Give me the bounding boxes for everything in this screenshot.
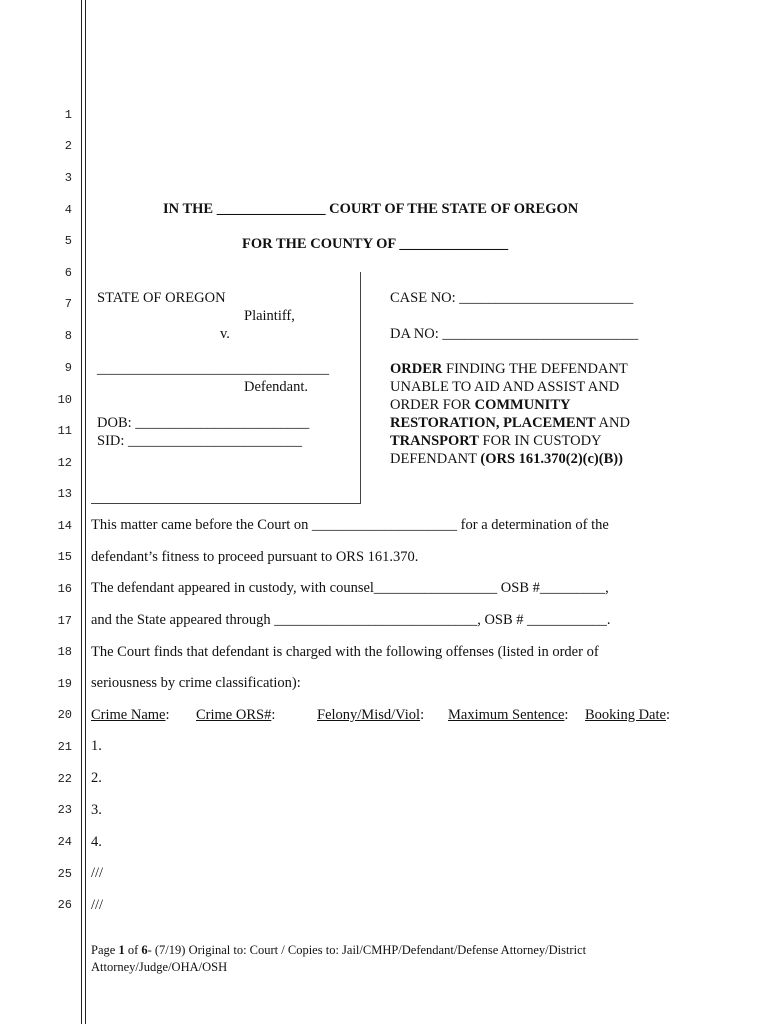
- offense-row: 1.: [91, 738, 102, 754]
- body-line-19: seriousness by crime classification):: [91, 675, 301, 691]
- footer-page-number: 1: [118, 943, 125, 957]
- order-title-keyword: TRANSPORT: [390, 433, 479, 449]
- body-line-18: The Court finds that defendant is charged with the following offenses (listed in order of: [91, 644, 599, 660]
- order-title-text: AND: [595, 415, 630, 431]
- footer-page-of: of: [124, 943, 142, 957]
- line-number: 21: [57, 740, 72, 754]
- sid-field: SID: ________________________: [97, 433, 303, 449]
- plaintiff-label: Plaintiff,: [244, 308, 295, 324]
- line-number: 14: [57, 519, 72, 533]
- line-number: 6: [64, 266, 72, 280]
- order-title-text: FOR IN CUSTODY: [478, 433, 602, 449]
- continuation-mark: ///: [91, 865, 104, 881]
- line-number: 5: [64, 234, 72, 248]
- caption-bottom-rule: [91, 503, 361, 504]
- order-title-text: DEFENDANT: [390, 451, 481, 467]
- line-number: 22: [57, 772, 72, 786]
- line-number: 16: [57, 582, 72, 596]
- line-number: 18: [57, 645, 72, 659]
- defendant-name-blank: ________________________________: [97, 361, 329, 377]
- line-number: 19: [57, 677, 72, 691]
- footer-page-prefix: Page: [91, 943, 119, 957]
- caption-divider: [360, 272, 361, 504]
- line-number: 8: [64, 329, 72, 343]
- court-heading: IN THE _______________ COURT OF THE STATE OF OREGON: [163, 201, 579, 217]
- body-line-15: defendant’s fitness to proceed pursuant to ORS 161.370.: [91, 549, 419, 565]
- case-number-field: CASE NO: ________________________: [390, 290, 634, 306]
- line-number: 10: [57, 393, 72, 407]
- line-number: 20: [57, 708, 72, 722]
- da-number-field: DA NO: ___________________________: [390, 326, 639, 342]
- body-line-17: and the State appeared through ____________________________, OSB # ___________.: [91, 612, 611, 628]
- column-header: Felony/Misd/Viol: [317, 707, 421, 723]
- order-title-text: ORDER FOR: [390, 397, 475, 413]
- margin-rule-right: [85, 0, 86, 1024]
- order-title-text: FINDING THE DEFENDANT: [442, 361, 628, 377]
- versus-label: v.: [220, 326, 230, 342]
- line-number: 11: [57, 424, 72, 438]
- line-number: 17: [57, 614, 72, 628]
- order-title-keyword: ORDER: [390, 361, 443, 377]
- body-line-14: This matter came before the Court on ____________________ for a determination of the: [91, 517, 609, 533]
- margin-rule-left: [81, 0, 82, 1024]
- line-number: 25: [57, 867, 72, 881]
- column-header: Booking Date: [585, 707, 666, 723]
- offense-row: 4.: [91, 834, 102, 850]
- order-title-keyword: COMMUNITY: [474, 397, 571, 413]
- order-title-keyword: RESTORATION, PLACEMENT: [390, 415, 596, 431]
- line-number: 15: [57, 550, 72, 564]
- line-number: 26: [57, 898, 72, 912]
- line-number: 1: [64, 108, 72, 122]
- line-number: 7: [64, 297, 72, 311]
- page-footer: [91, 942, 691, 976]
- line-number: 9: [64, 361, 72, 375]
- county-heading: FOR THE COUNTY OF _______________: [242, 236, 509, 252]
- column-header: Crime Name: [91, 707, 166, 723]
- line-number: 3: [64, 171, 72, 185]
- footer-distribution: - (7/19) Original to: Court / Copies to: Jail/CMHP/Defendant/Defense Attorney/District Attorney/Judge/OHA/OSH: [91, 943, 587, 974]
- line-number: 13: [57, 487, 72, 501]
- body-line-16: The defendant appeared in custody, with counsel_________________ OSB #_________,: [91, 580, 609, 596]
- line-number: 2: [64, 139, 72, 153]
- footer-page-total: 6: [141, 943, 148, 957]
- line-number: 23: [57, 803, 72, 817]
- column-header: Maximum Sentence: [448, 707, 565, 723]
- offense-row: 3.: [91, 802, 102, 818]
- order-title-line2: UNABLE TO AID AND ASSIST AND: [390, 379, 620, 395]
- plaintiff-name: STATE OF OREGON: [97, 290, 226, 306]
- line-number: 12: [57, 456, 72, 470]
- continuation-mark: ///: [91, 897, 104, 913]
- line-number: 24: [57, 835, 72, 849]
- column-header: Crime ORS#: [196, 707, 272, 723]
- dob-field: DOB: ________________________: [97, 415, 310, 431]
- order-title-statute: (ORS 161.370(2)(c)(B)): [480, 451, 623, 467]
- offense-row: 2.: [91, 770, 102, 786]
- defendant-label: Defendant.: [244, 379, 309, 395]
- line-number: 4: [64, 203, 72, 217]
